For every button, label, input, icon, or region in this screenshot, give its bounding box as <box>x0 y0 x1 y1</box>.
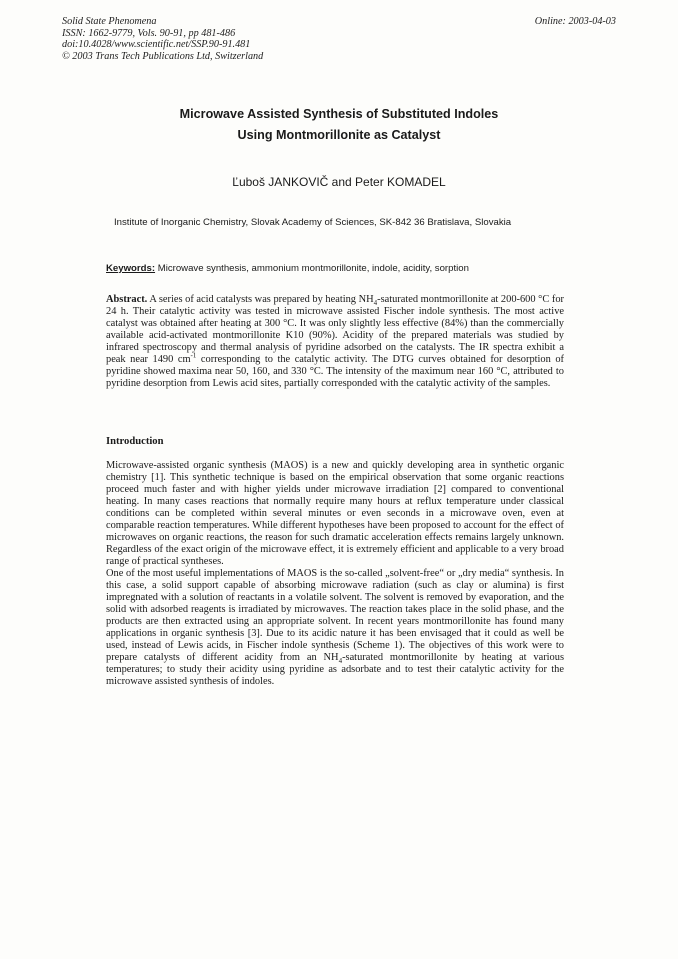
abstract-text-a: A series of acid catalysts was prepared by heating NH <box>149 294 374 305</box>
intro-paragraph-2 <box>106 568 564 688</box>
introduction-body <box>106 460 564 688</box>
abstract-sub: 4 <box>373 299 378 308</box>
authors: Ľuboš JANKOVIČ and Peter KOMADEL <box>232 175 446 189</box>
issn-line: ISSN: 1662-9779, Vols. 90-91, pp 481-486 <box>62 27 236 39</box>
keywords <box>106 263 469 274</box>
copyright-line: © 2003 Trans Tech Publications Ltd, Switzerland <box>62 50 264 62</box>
affiliation: Institute of Inorganic Chemistry, Slovak Academy of Sciences, SK-842 36 Bratislava, Slovakia <box>114 217 512 228</box>
title-line-2: Using Montmorillonite as Catalyst <box>237 128 441 142</box>
abstract <box>106 294 564 390</box>
abstract-text-b: -saturated montmorillonite at 200-600 °C for 24 h. Their catalytic activity was tested in microwave assisted Fischer indole synthesis. The most active catalyst was obtained after heating at 300 °C. It was only slightly less effective (84%) than the commercially available acid-activated montmorillonite K10 (90%). Acidity of the prepared materials was studied by infrared spectroscopy and thermal analysis of pyridine adsorbed on the catalysts. The IR spectra exhibit a peak near 1490 cm <box>106 294 564 365</box>
doi-line: doi:10.4028/www.scientific.net/SSP.90-91.481 <box>62 39 251 51</box>
keywords-label: Keywords: <box>106 263 156 274</box>
journal-name: Solid State Phenomena <box>62 16 157 27</box>
keywords-text: Microwave synthesis, ammonium montmorillonite, indole, acidity, sorption <box>157 263 469 274</box>
intro-paragraph-2b: -saturated montmorillonite by heating at various temperatures; to study their acidity using pyridine as adsorbate and to test their catalytic activity for the microwave assisted synthesis of indoles. <box>106 652 564 687</box>
journal-header <box>62 16 263 62</box>
intro-paragraph-2-sub: 4 <box>338 657 343 666</box>
abstract-text-c: corresponding to the catalytic activity. The DTG curves obtained for desorption of pyridine showed maxima near 50, 160, and 330 °C. The intensity of the maximum near 160 °C, attributed to pyridine desorption from Lewis acid sites, partially corresponded with the catalytic activity of the samples. <box>106 354 564 389</box>
abstract-label: Abstract. <box>106 294 148 305</box>
title-line-1: Microwave Assisted Synthesis of Substituted Indoles <box>179 107 499 121</box>
intro-paragraph-1: Microwave-assisted organic synthesis (MAOS) is a new and quickly developing area in synthetic organic chemistry [1]. This synthetic technique is based on the empirical observation that some organic reactions proceed much faster and with higher yields under microwave irradiation [2] compared to conventional heating. In many cases reactions that normally require many hours at reflux temperature under classical conditions can be completed within several minutes or even seconds in a microwave oven, even at comparable reaction temperatures. While different hypotheses have been proposed to account for the effect of microwaves on organic reactions, the reason for such dramatic acceleration effects remains largely unknown. Regardless of the exact origin of the microwave effect, it is extremely efficient and applicable to a very broad range of practical syntheses. <box>106 460 564 567</box>
abstract-sup: -1 <box>190 351 197 360</box>
online-date: Online: 2003-04-03 <box>534 16 616 27</box>
paper-title <box>0 104 678 146</box>
introduction-heading: Introduction <box>106 436 164 447</box>
intro-paragraph-2a: One of the most useful implementations of MAOS is the so-called „solvent-free“ or „dry media“ synthesis. In this case, a solid support capable of absorbing microwave radiation (such as clay or alumina) is first impregnated with a solution of reactants in a volatile solvent. The solvent is removed by evaporation, and the solid with adsorbed reagents is irradiated by microwaves. The reaction takes place in the solid phase, and the products are then extracted using an appropriate solvent. In recent years montmorillonite has found many applications in organic synthesis [3]. Due to its acidic nature it has been envisaged that it could as well be used, instead of Lewis acids, in Fischer indole synthesis (Scheme 1). The objectives of this work were to prepare catalysts of different acidity from an NH <box>106 568 564 663</box>
